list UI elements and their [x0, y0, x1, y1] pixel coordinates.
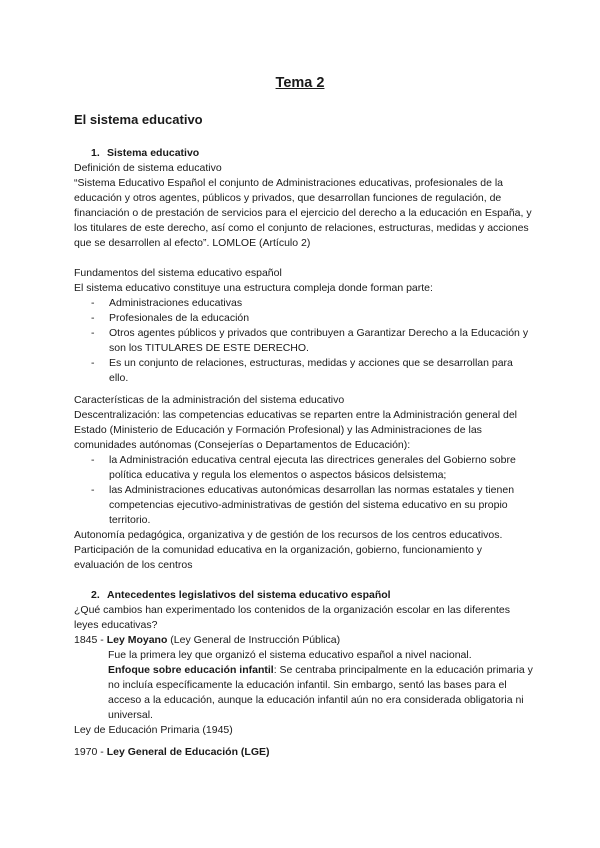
section-2: [74, 588, 534, 738]
section-2-title: Antecedentes legislativos del sistema educativo español: [107, 589, 391, 601]
autonomia-text: Autonomía pedagógica, organizativa y de gestión de los recursos de los centros educativos.: [74, 529, 503, 541]
list-item: - Profesionales de la educación: [91, 312, 250, 324]
list-item: - Es un conjunto de relaciones, estructuras, medidas y acciones que se desarrollan para ello.: [91, 357, 513, 384]
section-1-heading: [74, 146, 534, 161]
moyano-paragraph-2: Enfoque sobre educación infantil: Se centraba principalmente en la educación primaria y no incluía específicamente la educación infantil. Sin embargo, sentó las bases para el acceso a la educación, aunque la educación infantil aún no era considerada obligatoria ni universal.: [108, 664, 533, 721]
caracteristicas-label: Características de la administración del sistema educativo: [74, 394, 345, 406]
primaria-law: Ley de Educación Primaria (1945): [74, 724, 233, 736]
list-item: - la Administración educativa central ejecuta las directrices generales del Gobierno sobre política educativa y regula los elementos o aspectos básicos delsistema;: [91, 454, 516, 481]
definition-text: “Sistema Educativo Español el conjunto de Administraciones educativas, profesionales de la educación y otros agentes, públicos y privados, que desarrollan funciones de regulación, de financiación o de prestación de servicios para el ejercicio del derecho a la educación en España, y los titulares de este derecho, así como el conjunto de relaciones, estructuras, medidas y acciones que se desarrollen al efecto”. LOMLOE (Artículo 2): [74, 177, 532, 249]
fundamentos-label: Fundamentos del sistema educativo español: [74, 267, 282, 279]
section-heading: El sistema educativo: [74, 112, 203, 127]
participacion-text: Participación de la comunidad educativa en la organización, gobierno, funcionamiento y evaluación de los centros: [74, 544, 483, 571]
section-2-number: 2.: [91, 589, 100, 601]
moyano-heading: 1845 - Ley Moyano (Ley General de Instrucción Pública): [74, 634, 341, 646]
moyano-focus-label: Enfoque sobre educación infantil: [108, 664, 274, 676]
list-item: - Administraciones educativas: [91, 297, 243, 309]
section-2-heading: [74, 588, 534, 603]
moyano-paragraph-1: Fue la primera ley que organizó el sistema educativo español a nivel nacional.: [108, 649, 472, 661]
caracteristicas-block: [74, 393, 534, 573]
moyano-name: Ley Moyano: [106, 634, 168, 646]
caracteristicas-list: [74, 453, 534, 528]
section-1: [74, 146, 534, 251]
fundamentos-list: [74, 296, 534, 386]
lge-heading: 1970 - Ley General de Educación (LGE): [74, 746, 270, 758]
document-title: Tema 2: [275, 75, 325, 91]
section-1-title: Sistema educativo: [107, 147, 200, 159]
definition-label: Definición de sistema educativo: [74, 162, 222, 174]
fundamentos-intro: El sistema educativo constituye una estructura compleja donde forman parte:: [74, 282, 433, 294]
lge-name: Ley General de Educación (LGE): [106, 746, 270, 758]
section-1-number: 1.: [91, 147, 100, 159]
caracteristicas-intro: Descentralización: las competencias educativas se reparten entre la Administración general del Estado (Ministerio de Educación y Formación Profesional) y las Administraciones de las comunidades autónomas (Consejerías o Departamentos de Educación):: [74, 409, 517, 451]
list-item: - las Administraciones educativas autonómicas desarrollan las normas estatales y tienen competencias ejecutivo-administrativas de gestión del sistema educativo en su propio territorio.: [91, 484, 515, 526]
section-2-question: ¿Qué cambios han experimentado los contenidos de la organización escolar en las diferentes leyes educativas?: [74, 604, 511, 631]
fundamentos-block: [74, 266, 534, 386]
list-item: - Otros agentes públicos y privados que contribuyen a Garantizar Derecho a la Educación y son los TITULARES DE ESTE DERECHO.: [91, 327, 529, 354]
